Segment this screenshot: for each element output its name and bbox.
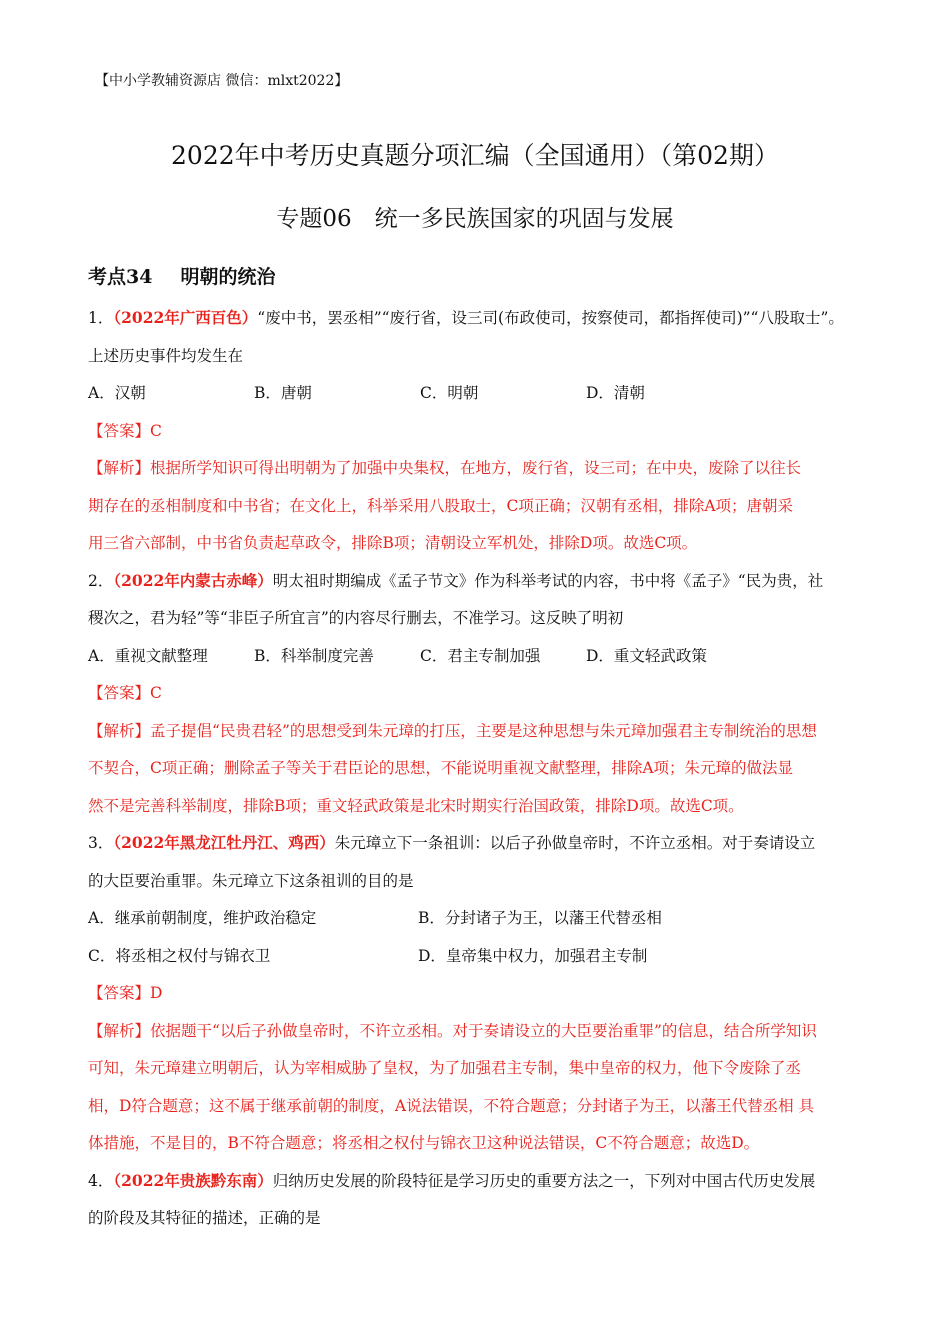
question-3-analysis-line-1 [88, 1018, 868, 1056]
question-3-options-row-1 [88, 905, 868, 943]
answer-label: 【答案】 [88, 684, 151, 702]
question-4-stem-line-1 [88, 1168, 868, 1206]
analysis-text: 根据所学知识可得出明朝为了加强中央集权，在地方，废行省，设三司；在中央，废除了以往长 [150, 459, 802, 477]
stem-text: 明太祖时期编成《孟子节文》作为科举考试的内容，书中将《孟子》“民为贵，社 [272, 571, 824, 590]
question-3-options-row-2 [88, 943, 868, 981]
question-source: （2022年黑龙江牡丹江、鸡西） [113, 833, 335, 852]
option-b: B．科举制度完善 [254, 646, 374, 665]
question-1-answer [88, 418, 868, 456]
question-4-stem-line-2: 的阶段及其特征的描述，正确的是 [88, 1209, 321, 1227]
stem-text: 朱元璋立下一条祖训：以后子孙做皇帝时，不许立丞相。对于奏请设立 [334, 834, 816, 852]
questions-body [88, 305, 868, 1243]
analysis-text: 孟子提倡“民贵君轻”的思想受到朱元璋的打压，主要是这种思想与朱元璋加强君主专制统治的思想 [150, 721, 817, 740]
answer-label: 【答案】 [88, 984, 151, 1002]
option-c: C．将丞相之权付与锦衣卫 [88, 946, 271, 965]
question-3-analysis-line-4: 体措施，不是目的，B不符合题意；将丞相之权付与锦衣卫这种说法错误，C不符合题意；故选D。 [88, 1134, 760, 1152]
section-label: 考点34 [88, 266, 153, 288]
analysis-label: 【解析】 [88, 1021, 151, 1040]
answer-value: D [150, 984, 163, 1002]
question-3-stem-line-1 [88, 830, 868, 868]
answer-value: C [150, 421, 162, 440]
question-1-options [88, 380, 868, 418]
option-c: C．明朝 [420, 384, 479, 402]
analysis-label: 【解析】 [88, 459, 151, 477]
analysis-label: 【解析】 [88, 721, 151, 740]
stem-text: 归纳历史发展的阶段特征是学习历史的重要方法之一，下列对中国古代历史发展 [272, 1171, 816, 1190]
question-1-stem-line-2: 上述历史事件均发生在 [88, 346, 244, 365]
question-3-analysis-line-2: 可知，朱元璋建立明朝后，认为宰相威胁了皇权，为了加强君主专制，集中皇帝的权力，他下令废除了丞 [88, 1059, 802, 1077]
question-2-stem-line-2: 稷次之，君为轻”等“非臣子所宜言”的内容尽行删去，不准学习。这反映了明初 [88, 609, 624, 627]
topic-subtitle: 专题06 统一多民族国家的巩固与发展 [276, 206, 674, 232]
question-2-options [88, 643, 868, 681]
analysis-text: 依据题干“以后子孙做皇帝时，不许立丞相。对于奏请设立的大臣要治重罪”的信息，结合所学知识 [150, 1021, 817, 1040]
question-2-analysis-line-2: 不契合，C项正确；删除孟子等关于君臣论的思想，不能说明重视文献整理，排除A项；朱元璋的做法显 [88, 759, 794, 777]
option-b: B．唐朝 [254, 384, 312, 402]
option-a: A．汉朝 [88, 384, 146, 402]
section-heading [88, 262, 275, 289]
question-number: 2． [88, 571, 114, 590]
question-2-stem-line-1 [88, 568, 868, 606]
question-2-answer [88, 680, 868, 718]
option-c: C．君主专制加强 [420, 646, 541, 665]
question-2-analysis-line-1 [88, 718, 868, 756]
answer-value: C [150, 684, 162, 702]
option-d: D．皇帝集中权力，加强君主专制 [418, 946, 648, 965]
question-3-answer [88, 980, 868, 1018]
option-b: B．分封诸子为王，以藩王代替丞相 [418, 909, 662, 927]
option-d: D．重文轻武政策 [586, 646, 707, 665]
question-source: （2022年贵族黔东南） [113, 1170, 273, 1190]
option-d: D．清朝 [586, 384, 645, 402]
section-name: 明朝的统治 [180, 266, 276, 288]
answer-label: 【答案】 [88, 421, 151, 440]
stem-text: “废中书，罢丞相”“废行省，设三司(布政使司，按察使司，都指挥使司)”“八股取士”。 [257, 309, 844, 327]
question-number: 3． [88, 834, 114, 852]
store-header: 【中小学教辅资源店 微信：mlxt2022】 [95, 73, 349, 89]
question-number: 4． [88, 1171, 114, 1190]
question-1-stem-line-1 [88, 305, 868, 343]
option-a: A．继承前朝制度，维护政治稳定 [88, 909, 317, 927]
question-1-analysis-line-2: 期存在的丞相制度和中书省；在文化上，科举采用八股取士，C项正确；汉朝有丞相，排除A项；唐朝采 [88, 496, 794, 515]
question-3-analysis-line-3: 相，D符合题意；这不属于继承前朝的制度，A说法错误，不符合题意；分封诸子为王，以藩王代替丞相 具 [88, 1096, 815, 1115]
option-a: A．重视文献整理 [88, 646, 208, 665]
document-title: 2022年中考历史真题分项汇编（全国通用）（第02期） [171, 141, 779, 170]
question-1-analysis-line-1 [88, 455, 868, 493]
question-number: 1． [88, 309, 114, 327]
question-3-stem-line-2: 的大臣要治重罪。朱元璋立下这条祖训的目的是 [88, 871, 414, 890]
question-source: （2022年广西百色） [113, 308, 258, 327]
question-1-analysis-line-3: 用三省六部制，中书省负责起草政令，排除B项；清朝设立军机处，排除D项。故选C项。 [88, 534, 698, 552]
question-source: （2022年内蒙古赤峰） [113, 570, 273, 590]
question-2-analysis-line-3: 然不是完善科举制度，排除B项；重文轻武政策是北宋时期实行治国政策，排除D项。故选C项。 [88, 796, 744, 815]
